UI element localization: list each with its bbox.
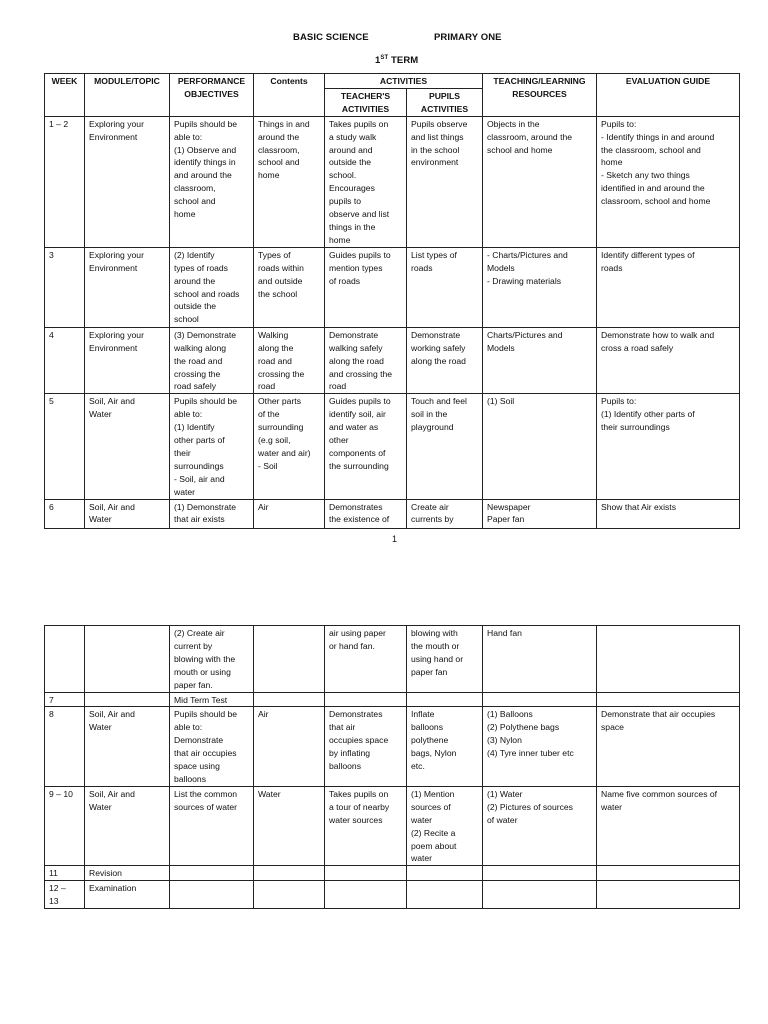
subject-title: BASIC SCIENCE [293,32,369,43]
table-row [45,626,740,693]
cell-objectives: (2) Identify types of roads around the school and roads outside the school [170,247,254,327]
cell-contents: Types of roads within and outside the school [254,247,325,327]
cell-teacher: Takes pupils on a study walk around and outside the school. Encourages pupils to observe and list things in the home [325,116,407,247]
cell-resources [483,692,597,707]
cell-resources: (1) Soil [483,394,597,499]
cell-week: 3 [45,247,85,327]
cell-week: 7 [45,692,85,707]
cell-objectives: List the common sources of water [170,786,254,865]
table-row [45,881,740,909]
cell-resources: (1) Balloons (2) Polythene bags (3) Nylon (4) Tyre inner tuber etc [483,707,597,786]
table-row [45,866,740,881]
cell-contents: Other parts of the surrounding (e.g soil, water and air) - Soil [254,394,325,499]
table-row [45,116,740,247]
table-row [45,394,740,499]
cell-resources: Charts/Pictures and Models [483,327,597,394]
cell-contents [254,626,325,693]
cell-teacher: Takes pupils on a tour of nearby water sources [325,786,407,865]
cell-module: Revision [85,866,170,881]
cell-evaluation: Pupils to: (1) Identify other parts of their surroundings [597,394,740,499]
cell-objectives [170,881,254,909]
header-week: WEEK [45,74,85,117]
cell-objectives: Mid Term Test [170,692,254,707]
cell-resources: Objects in the classroom, around the school and home [483,116,597,247]
cell-pupils [407,692,483,707]
cell-teacher: air using paper or hand fan. [325,626,407,693]
cell-evaluation [597,692,740,707]
cell-resources: (1) Water (2) Pictures of sources of water [483,786,597,865]
cell-objectives: (1) Demonstrate that air exists [170,499,254,528]
cell-week: 8 [45,707,85,786]
scheme-table-page1 [44,73,740,529]
cell-module: Examination [85,881,170,909]
table-row [45,327,740,394]
cell-module: Exploring your Environment [85,247,170,327]
cell-resources: - Charts/Pictures and Models - Drawing materials [483,247,597,327]
cell-pupils: (1) Mention sources of water (2) Recite a poem about water [407,786,483,865]
cell-teacher: Demonstrate walking safely along the road and crossing the road [325,327,407,394]
cell-contents [254,866,325,881]
header-pupils-activities: PUPILS ACTIVITIES [407,88,483,116]
cell-teacher [325,881,407,909]
term-superscript: ST [380,55,389,61]
cell-pupils: Create air currents by [407,499,483,528]
cell-objectives: Pupils should be able to: (1) Observe and identify things in and around the classroom, school and home [170,116,254,247]
cell-teacher [325,866,407,881]
cell-resources: Hand fan [483,626,597,693]
cell-module [85,692,170,707]
cell-objectives: (3) Demonstrate walking along the road and crossing the road safely [170,327,254,394]
cell-week [45,626,85,693]
header-module: MODULE/TOPIC [85,74,170,117]
term-word: TERM [388,55,419,67]
cell-objectives [170,866,254,881]
cell-week: 11 [45,866,85,881]
cell-module: Soil, Air and Water [85,786,170,865]
header-contents: Contents [254,74,325,117]
cell-evaluation [597,866,740,881]
cell-week: 6 [45,499,85,528]
cell-contents [254,881,325,909]
table-row [45,692,740,707]
header-objectives: PERFORMANCE OBJECTIVES [170,74,254,117]
cell-contents: Things in and around the classroom, school and home [254,116,325,247]
cell-module: Exploring your Environment [85,116,170,247]
cell-module: Exploring your Environment [85,327,170,394]
class-title: PRIMARY ONE [434,32,502,43]
cell-pupils: Pupils observe and list things in the school environment [407,116,483,247]
cell-module: Soil, Air and Water [85,707,170,786]
cell-resources [483,866,597,881]
cell-resources: Newspaper Paper fan [483,499,597,528]
cell-pupils: Touch and feel soil in the playground [407,394,483,499]
cell-evaluation: Show that Air exists [597,499,740,528]
cell-contents: Water [254,786,325,865]
cell-evaluation [597,881,740,909]
scheme-table-page2 [44,625,740,909]
table-row [45,247,740,327]
table-row [45,499,740,528]
cell-evaluation: Demonstrate that air occupies space [597,707,740,786]
cell-week: 12 – 13 [45,881,85,909]
cell-teacher: Guides pupils to identify soil, air and water as other components of the surrounding [325,394,407,499]
cell-pupils [407,881,483,909]
header-activities: ACTIVITIES [325,74,483,89]
cell-evaluation: Identify different types of roads [597,247,740,327]
page-number: 1 [392,534,398,544]
cell-contents: Air [254,499,325,528]
cell-teacher: Demonstrates the existence of [325,499,407,528]
cell-evaluation: Name five common sources of water [597,786,740,865]
cell-pupils: blowing with the mouth or using hand or paper fan [407,626,483,693]
header-resources: TEACHING/LEARNING RESOURCES [483,74,597,117]
cell-evaluation: Demonstrate how to walk and cross a road safely [597,327,740,394]
term-number: 1 [375,55,381,67]
cell-teacher: Guides pupils to mention types of roads [325,247,407,327]
table-row [45,786,740,865]
cell-pupils: Demonstrate working safely along the road [407,327,483,394]
cell-evaluation [597,626,740,693]
cell-contents: Walking along the road and crossing the road [254,327,325,394]
cell-evaluation: Pupils to: - Identify things in and around the classroom, school and home - Sketch any two things identified in and around the classroom, school and home [597,116,740,247]
cell-teacher: Demonstrates that air occupies space by inflating balloons [325,707,407,786]
cell-week: 5 [45,394,85,499]
cell-pupils: List types of roads [407,247,483,327]
cell-week: 1 – 2 [45,116,85,247]
cell-module: Soil, Air and Water [85,394,170,499]
cell-week: 4 [45,327,85,394]
cell-objectives: (2) Create air current by blowing with the mouth or using paper fan. [170,626,254,693]
cell-week: 9 – 10 [45,786,85,865]
cell-pupils [407,866,483,881]
cell-teacher [325,692,407,707]
term-title [375,55,418,66]
header-teacher-activities: TEACHER'S ACTIVITIES [325,88,407,116]
header-evaluation: EVALUATION GUIDE [597,74,740,117]
cell-objectives: Pupils should be able to: (1) Identify other parts of their surroundings - Soil, air and water [170,394,254,499]
cell-module: Soil, Air and Water [85,499,170,528]
cell-contents: Air [254,707,325,786]
table-row [45,707,740,786]
cell-module [85,626,170,693]
cell-contents [254,692,325,707]
cell-pupils: Inflate balloons polythene bags, Nylon etc. [407,707,483,786]
cell-objectives: Pupils should be able to: Demonstrate that air occupies space using balloons [170,707,254,786]
cell-resources [483,881,597,909]
